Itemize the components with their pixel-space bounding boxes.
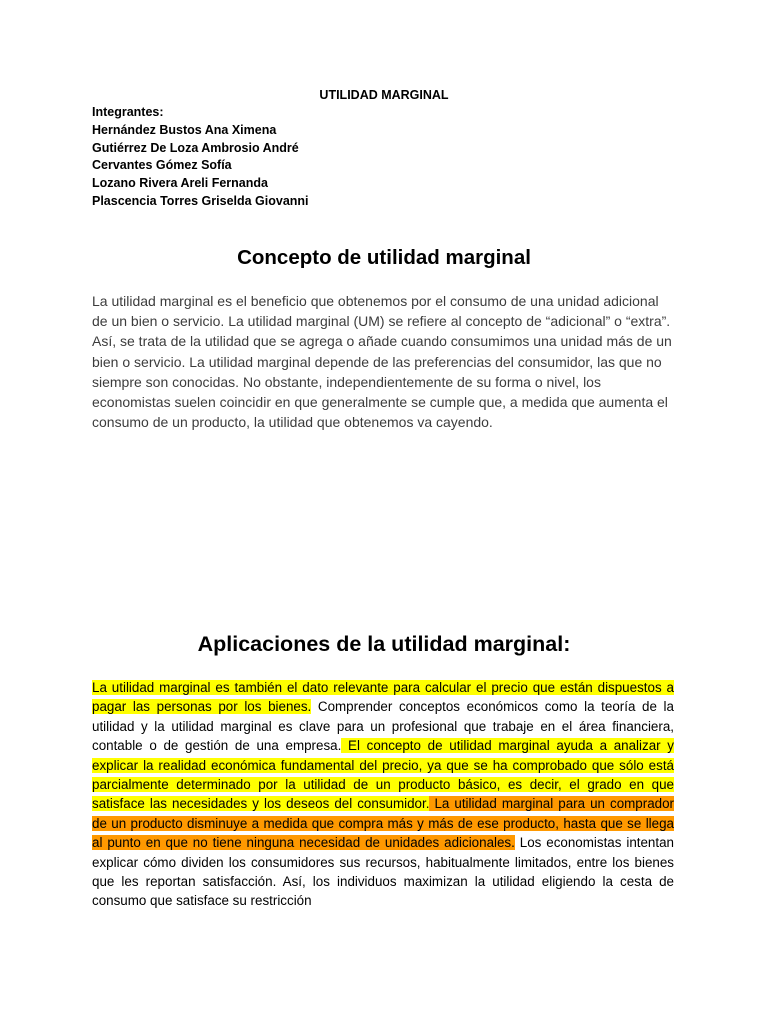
section-heading-applications: Aplicaciones de la utilidad marginal: [197,632,571,656]
applications-paragraph [92,678,674,930]
concept-paragraph: La utilidad marginal es el beneficio que obtenemos por el consumo de una unidad adicional de un bien o servicio. La utilidad marginal (UM) se refiere al concepto de “adicional” o “extra”. Así, se trata de la utilidad que se agrega o añade cuando consumimos una unidad más de un bien o servicio. La utilidad marginal depende de las preferencias del consumidor, las que no siempre son conocidas. No obstante, independientemente de su forma o nivel, los economistas suelen coincidir en que generalmente se cumple que, a medida que aumenta el consumo de un producto, la utilidad que obtenemos va cayendo. [92,293,672,431]
member-name: Cervantes Gómez Sofía [92,158,232,173]
plain-text: Los economistas intentan explicar cómo dividen los consumidores sus recursos, habitualmente limitados, entre los bienes que les reportan satisfacción. Así, los individuos maximizan la utilidad eligiendo la cesta de consumo que satisface su restricción [92,835,674,909]
plain-text: Comprender conceptos económicos como la teoría de la utilidad y la utilidad marginal es clave para un profesional que trabaje en el área financiera, contable o de gestión de una empresa. [92,699,674,754]
members-block [92,104,676,211]
document-title: UTILIDAD MARGINAL [319,88,449,102]
members-label: Integrantes: [92,105,164,119]
member-name: Hernández Bustos Ana Ximena [92,122,277,137]
member-name: Plascencia Torres Griselda Giovanni [92,193,309,208]
member-name: Gutiérrez De Loza Ambrosio André [92,140,299,155]
highlighted-text-yellow: La utilidad marginal es también el dato relevante para calcular el precio que están dispuestos a pagar las personas por los bienes. [92,680,674,715]
highlighted-text-orange: La utilidad marginal para un comprador de un producto disminuye a medida que compra más y más de ese producto, hasta que se llega al punto en que no tiene ninguna necesidad de unidades adicionales. [92,796,674,851]
highlighted-text-yellow: El concepto de utilidad marginal ayuda a analizar y explicar la realidad económica fundamental del precio, ya que se ha comprobado que sólo está parcialmente determinado por la utilidad de un producto básico, es decir, el grado en que satisface las necesidades y los deseos del consumidor. [92,738,674,812]
section-heading-concept: Concepto de utilidad marginal [237,246,531,269]
member-name: Lozano Rivera Areli Fernanda [92,176,268,191]
